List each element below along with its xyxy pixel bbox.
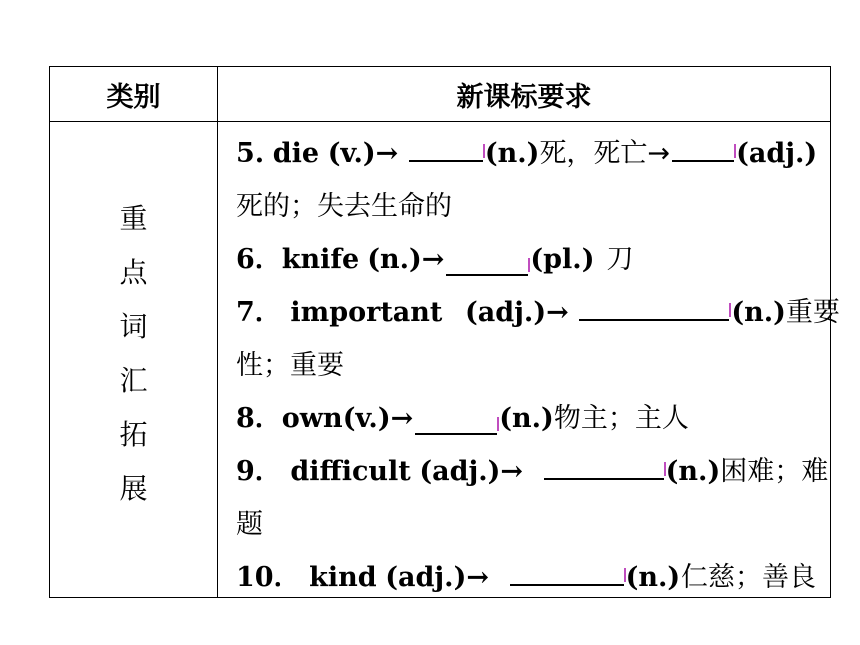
item-gloss: 性；重要 <box>236 350 344 381</box>
item-6-line <box>236 233 816 286</box>
vocabulary-table <box>49 66 840 598</box>
item-word: own <box>281 403 343 434</box>
item-gloss: 仁慈；善良 <box>681 562 816 593</box>
blank-pos: (pl.) <box>530 244 595 275</box>
item-gloss: 死，死亡→ <box>539 138 671 169</box>
header-divider <box>50 121 830 122</box>
item-pos: (adj.)→ <box>465 297 569 328</box>
answer-blank[interactable] <box>672 130 734 162</box>
item-9-line-2 <box>236 498 816 551</box>
category-char: 重 <box>119 202 148 235</box>
header-category: 类别 <box>106 81 161 113</box>
item-number: 8． <box>236 403 282 434</box>
column-divider <box>217 67 218 597</box>
item-pos: (n.)→ <box>367 244 445 275</box>
item-word: kind <box>309 562 377 593</box>
item-number: 5. <box>236 138 265 169</box>
category-char: 拓 <box>119 418 148 451</box>
item-5-line-2 <box>236 180 816 233</box>
item-5-line-1 <box>236 127 816 180</box>
item-word: important <box>290 297 443 328</box>
category-char: 点 <box>119 256 148 289</box>
item-number: 10． <box>236 562 301 593</box>
blank-pos: (n.) <box>731 297 786 328</box>
item-pos: (adj.)→ <box>419 456 524 487</box>
item-9-line-1 <box>236 445 829 498</box>
item-10-line <box>236 551 816 604</box>
item-gloss: 题 <box>236 509 263 540</box>
item-word: difficult <box>290 456 411 487</box>
answer-blank[interactable] <box>579 289 729 321</box>
answer-blank[interactable] <box>544 448 664 480</box>
item-pos: (adj.)→ <box>385 562 489 593</box>
item-pos: (v.)→ <box>342 403 414 434</box>
blank-pos: (n.) <box>665 456 721 487</box>
category-char: 汇 <box>119 364 148 397</box>
category-cell <box>50 192 217 516</box>
item-number: 7． <box>236 297 282 328</box>
answer-blank[interactable] <box>446 244 528 276</box>
requirement-cell <box>236 127 840 604</box>
item-7-line-1 <box>236 286 840 339</box>
item-gloss: 困难；难 <box>720 456 829 487</box>
item-word: die <box>272 138 320 169</box>
item-gloss: 刀 <box>606 244 634 275</box>
item-pos: (v.)→ <box>327 138 399 169</box>
header-requirement: 新课标要求 <box>456 81 592 113</box>
blank-pos: (n.) <box>499 403 554 434</box>
category-char: 词 <box>119 310 148 343</box>
item-gloss: 死的；失去生命的 <box>236 191 452 222</box>
blank-pos: (n.) <box>625 562 681 593</box>
item-gloss: 物主；主人 <box>553 403 689 434</box>
item-number: 9． <box>236 456 282 487</box>
blank-pos: (n.) <box>484 138 540 169</box>
answer-blank[interactable] <box>415 403 497 435</box>
answer-blank[interactable] <box>409 130 483 162</box>
answer-blank[interactable] <box>510 554 624 586</box>
item-7-line-2 <box>236 339 816 392</box>
item-word: knife <box>281 244 360 275</box>
blank-pos: (adj.) <box>736 138 818 169</box>
item-gloss: 重要 <box>785 297 840 328</box>
item-number: 6． <box>236 244 282 275</box>
item-8-line <box>236 392 816 445</box>
category-char: 展 <box>119 472 148 505</box>
